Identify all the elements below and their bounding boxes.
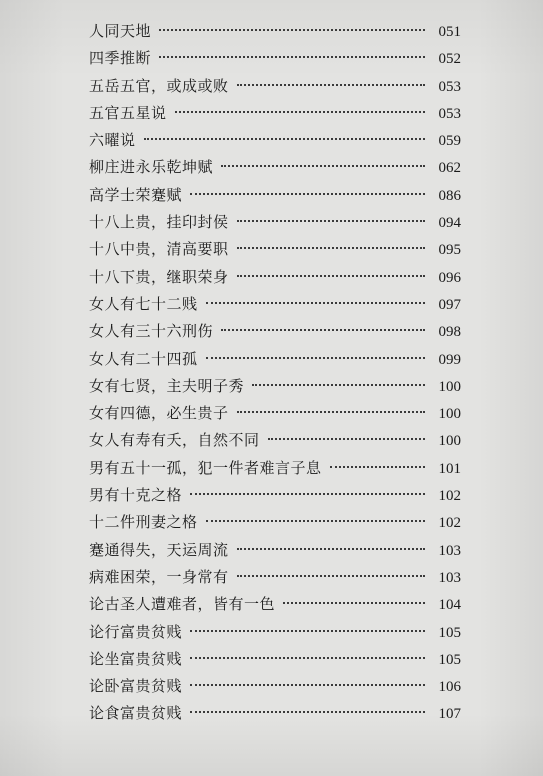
toc-entry-page-number: 101	[438, 460, 461, 477]
toc-entry[interactable]	[89, 646, 461, 673]
toc-entry-page-number: 103	[438, 569, 461, 586]
toc-entry[interactable]	[89, 291, 461, 318]
toc-entry[interactable]	[89, 537, 461, 564]
toc-entry[interactable]	[89, 154, 461, 181]
toc-entry-page-number: 107	[438, 706, 461, 723]
toc-entry[interactable]	[89, 564, 461, 591]
toc-entry-page-number: 103	[438, 542, 461, 559]
toc-entry-title: 论行富贵贫贱	[89, 622, 183, 641]
toc-entry-title: 女人有七十二贱	[89, 294, 198, 313]
dot-leader	[330, 466, 425, 468]
toc-entry-page-number: 098	[438, 324, 461, 341]
dot-leader	[175, 111, 425, 113]
toc-entry[interactable]	[89, 100, 461, 127]
toc-entry[interactable]	[89, 591, 461, 618]
dot-leader	[190, 630, 425, 632]
toc-entry-title: 六曜说	[89, 131, 136, 150]
toc-entry-title: 人同天地	[89, 22, 152, 40]
dot-leader	[268, 438, 425, 440]
dot-leader	[221, 165, 425, 167]
dot-leader	[206, 302, 425, 304]
dot-leader	[206, 520, 425, 522]
dot-leader	[159, 29, 425, 31]
toc-entry-page-number: 102	[438, 488, 461, 505]
toc-entry[interactable]	[89, 673, 461, 700]
toc-entry-title: 十二件刑妻之格	[89, 513, 198, 532]
toc-entry-title: 论卧富贵贫贱	[89, 677, 183, 696]
toc-entry[interactable]	[89, 427, 461, 454]
toc-entry-page-number: 094	[438, 215, 461, 232]
toc-entry-page-number: 053	[438, 78, 461, 95]
dot-leader	[237, 220, 425, 222]
table-of-contents	[89, 18, 461, 728]
toc-entry-page-number: 097	[438, 296, 461, 313]
toc-entry-title: 十八上贵，挂印封侯	[89, 213, 229, 232]
toc-entry[interactable]	[89, 509, 461, 536]
dot-leader	[159, 56, 425, 58]
toc-entry-title: 柳庄进永乐乾坤赋	[89, 158, 214, 177]
toc-entry-page-number: 095	[438, 242, 461, 259]
toc-entry-page-number: 051	[438, 24, 461, 40]
toc-entry-title: 十八下贵，继职荣身	[89, 267, 229, 286]
dot-leader	[190, 193, 425, 195]
toc-entry[interactable]	[89, 700, 461, 727]
toc-entry-title: 女人有二十四孤	[89, 349, 198, 368]
toc-entry-page-number: 053	[438, 105, 461, 122]
dot-leader	[144, 138, 425, 140]
toc-entry[interactable]	[89, 73, 461, 100]
toc-entry-title: 女人有三十六刑伤	[89, 322, 214, 341]
toc-entry-page-number: 062	[438, 160, 461, 177]
toc-entry-page-number: 105	[438, 651, 461, 668]
toc-entry[interactable]	[89, 346, 461, 373]
toc-entry[interactable]	[89, 455, 461, 482]
toc-entry-title: 女有四德，必生贵子	[89, 404, 229, 423]
toc-entry-page-number: 096	[438, 269, 461, 286]
dot-leader	[190, 711, 425, 713]
dot-leader	[237, 548, 425, 550]
dot-leader	[221, 329, 425, 331]
dot-leader	[190, 493, 425, 495]
toc-entry-page-number: 104	[438, 597, 461, 614]
dot-leader	[206, 357, 425, 359]
toc-entry-title: 论坐富贵贫贱	[89, 649, 183, 668]
toc-entry[interactable]	[89, 18, 461, 45]
dot-leader	[283, 602, 425, 604]
dot-leader	[237, 275, 425, 277]
toc-entry-page-number: 105	[438, 624, 461, 641]
toc-entry[interactable]	[89, 400, 461, 427]
toc-entry-page-number: 100	[438, 433, 461, 450]
toc-entry[interactable]	[89, 127, 461, 154]
toc-entry[interactable]	[89, 318, 461, 345]
toc-entry-title: 男有五十一孤，犯一件者难言子息	[89, 458, 322, 477]
toc-entry-page-number: 099	[438, 351, 461, 368]
toc-entry-title: 十八中贵，清高要职	[89, 240, 229, 259]
toc-entry-title: 论食富贵贫贱	[89, 704, 183, 723]
toc-entry-title: 病难困荣，一身常有	[89, 567, 229, 586]
dot-leader	[237, 411, 425, 413]
dot-leader	[237, 84, 425, 86]
dot-leader	[237, 247, 425, 249]
toc-entry[interactable]	[89, 182, 461, 209]
toc-entry-page-number: 100	[438, 406, 461, 423]
toc-entry-title: 女人有寿有夭，自然不同	[89, 431, 260, 450]
dot-leader	[190, 684, 425, 686]
dot-leader	[252, 384, 425, 386]
toc-entry-title: 女有七贤，主夫明子秀	[89, 376, 245, 395]
dot-leader	[237, 575, 425, 577]
toc-entry-page-number: 059	[438, 133, 461, 150]
toc-entry-page-number: 106	[438, 679, 461, 696]
toc-entry-title: 四季推断	[89, 49, 152, 68]
toc-entry[interactable]	[89, 45, 461, 72]
toc-entry-title: 论古圣人遭难者，皆有一色	[89, 595, 276, 614]
dot-leader	[190, 657, 425, 659]
toc-entry-page-number: 052	[438, 51, 461, 68]
toc-entry[interactable]	[89, 236, 461, 263]
toc-entry-title: 高学士荣蹇赋	[89, 185, 183, 204]
toc-entry-title: 五官五星说	[89, 103, 167, 122]
toc-entry-page-number: 086	[438, 187, 461, 204]
toc-entry-title: 蹇通得失，天运周流	[89, 540, 229, 559]
toc-entry-title: 男有十克之格	[89, 486, 183, 505]
toc-entry[interactable]	[89, 264, 461, 291]
toc-entry-page-number: 102	[438, 515, 461, 532]
toc-entry-page-number: 100	[438, 378, 461, 395]
toc-entry[interactable]	[89, 373, 461, 400]
toc-entry-title: 五岳五官，或成或败	[89, 76, 229, 95]
toc-entry[interactable]	[89, 209, 461, 236]
toc-entry[interactable]	[89, 482, 461, 509]
toc-entry[interactable]	[89, 619, 461, 646]
